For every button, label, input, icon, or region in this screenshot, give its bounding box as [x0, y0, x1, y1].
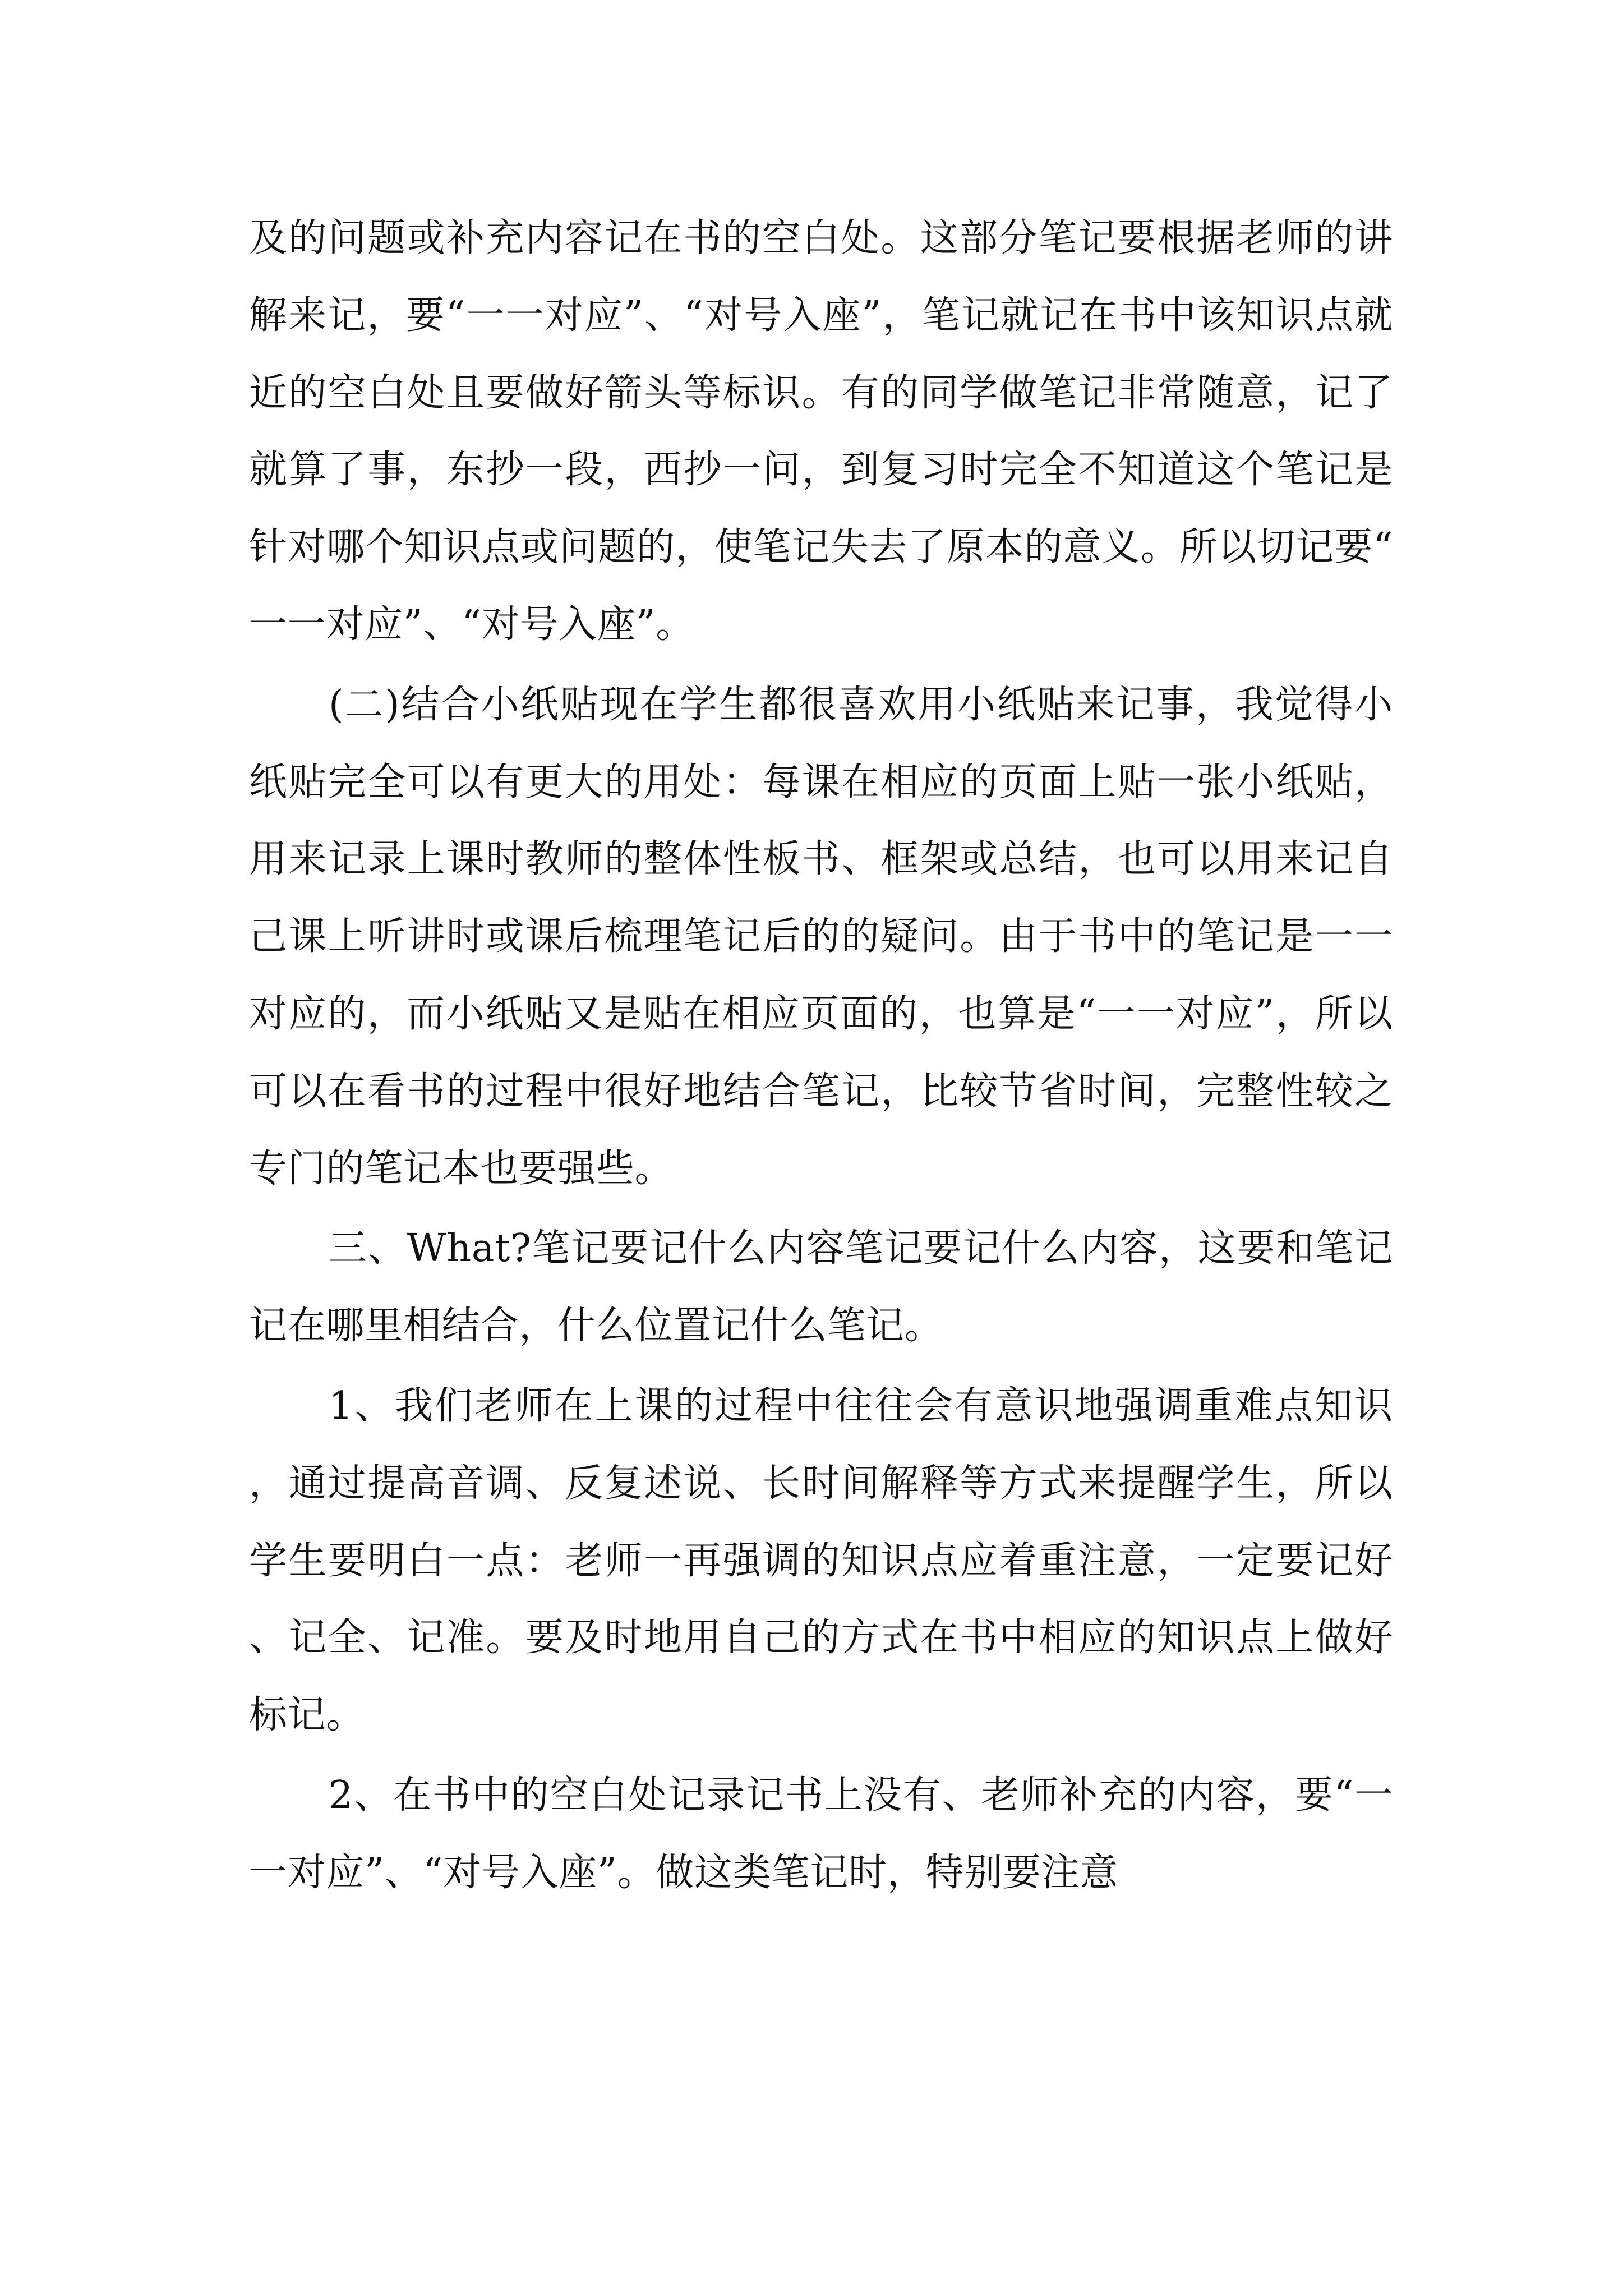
paragraph-section-what: 三、What?笔记要记什么内容笔记要记什么内容，这要和笔记记在哪里相结合，什么位置记什么笔记。: [249, 1226, 1393, 1349]
paragraph-point-1: 1、我们老师在上课的过程中往往会有意识地强调重难点知识，通过提高音调、反复述说、长时间解释等方式来提醒学生，所以学生要明白一点：老师一再强调的知识点应着重注意，一定要记好、记全、记准。要及时地用自己的方式在书中相应的知识点上做好标记。: [249, 1383, 1393, 1738]
paragraph-continued: 及的问题或补充内容记在书的空白处。这部分笔记要根据老师的讲解来记，要“一一对应”、“对号入座”，笔记就记在书中该知识点就近的空白处且要做好箭头等标识。有的同学做笔记非常随意，记了就算了事，东抄一段，西抄一问，到复习时完全不知道这个笔记是针对哪个知识点或问题的，使笔记失去了原本的意义。所以切记要“一一对应”、“对号入座”。: [249, 216, 1393, 647]
document-body: [249, 200, 1393, 1912]
paragraph-sticky-notes: (二)结合小纸贴现在学生都很喜欢用小纸贴来记事，我觉得小纸贴完全可以有更大的用处：每课在相应的页面上贴一张小纸贴，用来记录上课时教师的整体性板书、框架或总结，也可以用来记自己课上听讲时或课后梳理笔记后的的疑问。由于书中的笔记是一一对应的，而小纸贴又是贴在相应页面的，也算是“一一对应”，所以可以在看书的过程中很好地结合笔记，比较节省时间，完整性较之专门的笔记本也要强些。: [249, 682, 1393, 1191]
paragraph-point-2: 2、在书中的空白处记录记书上没有、老师补充的内容，要“一一对应”、“对号入座”。做这类笔记时，特别要注意: [249, 1773, 1393, 1895]
